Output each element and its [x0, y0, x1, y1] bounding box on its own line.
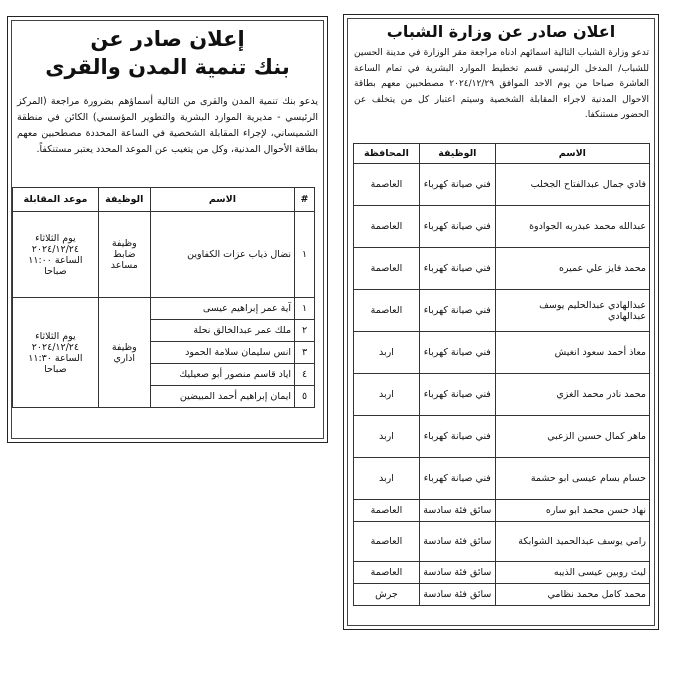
- table-row: [354, 206, 650, 248]
- ministry-notice-body: تدعو وزارة الشباب التالية اسمائهم ادناه مراجعة مقر الوزارة في مدينة الحسين للشباب/ المدخل الرئيسي قسم تخطيط الموارد البشرية في تمام الساعة العاشرة صباحا من يوم الاحد الموافق ٢٠٢٤/١٢/٢٩ مصطحبين معهم بطاقة الاحوال المدنية لاجراء المقابلة الشخصية وسيتم اعتبار كل من يتخلف عن الحضور مستنكفا.: [354, 48, 649, 121]
- header-job: الوظيفة: [98, 188, 150, 212]
- cell-name: محمد نادر محمد الغزي: [495, 374, 649, 416]
- group1-date-date: ٢٠٢٤/١٢/٢٤: [31, 243, 80, 255]
- cell-name: نهاد حسن محمد ابو ساره: [495, 500, 649, 522]
- cell-job: سائق فئة سادسة: [419, 500, 495, 522]
- ministry-notice: [343, 14, 659, 630]
- table-row: [354, 500, 650, 522]
- ministry-notice-title: اعلان صادر عن وزارة الشباب: [386, 22, 616, 41]
- group1-date-period: صباحا: [44, 265, 67, 277]
- cell-gov: العاصمة: [354, 290, 420, 332]
- cell-job: فني صيانة كهرباء: [419, 332, 495, 374]
- cell-gov: اربد: [354, 374, 420, 416]
- row-num: ٤: [295, 364, 315, 386]
- table-row: [354, 416, 650, 458]
- cell-gov: العاصمة: [354, 522, 420, 562]
- cell-name: ليث روبين عيسى الذيبه: [495, 562, 649, 584]
- cell-job: سائق فئة سادسة: [419, 562, 495, 584]
- cell-job: فني صيانة كهرباء: [419, 164, 495, 206]
- row-name: آية عمر إبراهيم عيسى: [150, 298, 294, 320]
- row-name: اياد قاسم منصور أبو صعيليك: [150, 364, 294, 386]
- table-row: [354, 458, 650, 500]
- ministry-table-header-row: [354, 144, 650, 164]
- cell-gov: العاصمة: [354, 164, 420, 206]
- group2-date-day: يوم الثلاثاء: [35, 330, 76, 342]
- group1-job: وظيفة ضابط مساعد: [98, 212, 150, 298]
- cell-gov: العاصمة: [354, 500, 420, 522]
- cell-gov: العاصمة: [354, 248, 420, 290]
- ministry-candidates-table: [353, 143, 650, 606]
- cell-gov: جرش: [354, 584, 420, 606]
- row-name: ايمان إبراهيم أحمد المبيضين: [150, 386, 294, 408]
- bank-notice: [7, 16, 328, 443]
- table-row: [354, 562, 650, 584]
- header-num: #: [295, 188, 315, 212]
- bank-table-header-row: [13, 188, 315, 212]
- bank-notice-body: يدعو بنك تنمية المدن والقرى من التالية أسماؤهم بضرورة مراجعة (المركز الرئيسي - مديرية الموارد البشرية والتطوير المؤسسي) الكائن في منطقة الشميساني، لإجراء المقابلة الشخصية في الساعة المحددة مصطحبين معهم بطاقة الأحوال المدنية، وكل من يتغيب عن الموعد المحدد يعتبر مستنكفاً.: [17, 96, 318, 155]
- table-row: [354, 374, 650, 416]
- cell-job: فني صيانة كهرباء: [419, 416, 495, 458]
- group1-date: [13, 212, 99, 298]
- cell-name: ماهر كمال حسين الزعبي: [495, 416, 649, 458]
- cell-job: فني صيانة كهرباء: [419, 458, 495, 500]
- group2-date: [13, 298, 99, 408]
- cell-name: عبدالله محمد عبدربه الجوادوة: [495, 206, 649, 248]
- row-name: نضال ذياب عزات الكفاوين: [150, 212, 294, 298]
- row-num: ٥: [295, 386, 315, 408]
- table-row: [354, 584, 650, 606]
- header-date: موعد المقابلة: [13, 188, 99, 212]
- cell-gov: العاصمة: [354, 206, 420, 248]
- cell-name: محمد كامل محمد نظامي: [495, 584, 649, 606]
- cell-gov: اربد: [354, 332, 420, 374]
- cell-job: فني صيانة كهرباء: [419, 290, 495, 332]
- cell-gov: العاصمة: [354, 562, 420, 584]
- cell-job: سائق فئة سادسة: [419, 522, 495, 562]
- header-name: الاسم: [495, 144, 649, 164]
- table-row: [354, 164, 650, 206]
- header-name: الاسم: [150, 188, 294, 212]
- cell-name: رامي يوسف عبدالحميد الشوابكة: [495, 522, 649, 562]
- table-row: [354, 522, 650, 562]
- cell-gov: اربد: [354, 458, 420, 500]
- bank-interview-table: [12, 187, 315, 408]
- group1-date-day: يوم الثلاثاء: [35, 232, 76, 244]
- cell-job: سائق فئة سادسة: [419, 584, 495, 606]
- row-name: ملك عمر عبدالخالق نحلة: [150, 320, 294, 342]
- group2-date-date: ٢٠٢٤/١٢/٢٤: [31, 341, 80, 353]
- cell-name: فادي جمال عبدالفتاح الجخلب: [495, 164, 649, 206]
- table-row: [13, 298, 315, 320]
- row-num: ١: [295, 298, 315, 320]
- row-num: ٢: [295, 320, 315, 342]
- cell-name: عبدالهادي عبدالحليم يوسف عبدالهادي: [495, 290, 649, 332]
- row-num: ٣: [295, 342, 315, 364]
- group2-date-period: صباحا: [44, 363, 67, 375]
- cell-name: معاذ أحمد سعود انغيش: [495, 332, 649, 374]
- bank-notice-title-line1: إعلان صادر عن: [90, 27, 245, 51]
- table-row: [13, 212, 315, 298]
- cell-job: فني صيانة كهرباء: [419, 248, 495, 290]
- cell-name: محمد فايز علي عميره: [495, 248, 649, 290]
- cell-name: حسام بسام عيسى ابو حشمة: [495, 458, 649, 500]
- group1-date-time: الساعة ١١:٠٠: [28, 254, 83, 266]
- bank-notice-title-line2: بنك تنمية المدن والقرى: [45, 55, 290, 79]
- table-row: [354, 332, 650, 374]
- group2-job: وظيفة اداري: [98, 298, 150, 408]
- header-gov: المحافظة: [354, 144, 420, 164]
- cell-gov: اربد: [354, 416, 420, 458]
- header-job: الوظيفة: [419, 144, 495, 164]
- row-num: ١: [295, 212, 315, 298]
- row-name: انس سليمان سلامة الحمود: [150, 342, 294, 364]
- group2-date-time: الساعة ١١:٣٠: [28, 352, 83, 364]
- table-row: [354, 248, 650, 290]
- cell-job: فني صيانة كهرباء: [419, 374, 495, 416]
- cell-job: فني صيانة كهرباء: [419, 206, 495, 248]
- table-row: [354, 290, 650, 332]
